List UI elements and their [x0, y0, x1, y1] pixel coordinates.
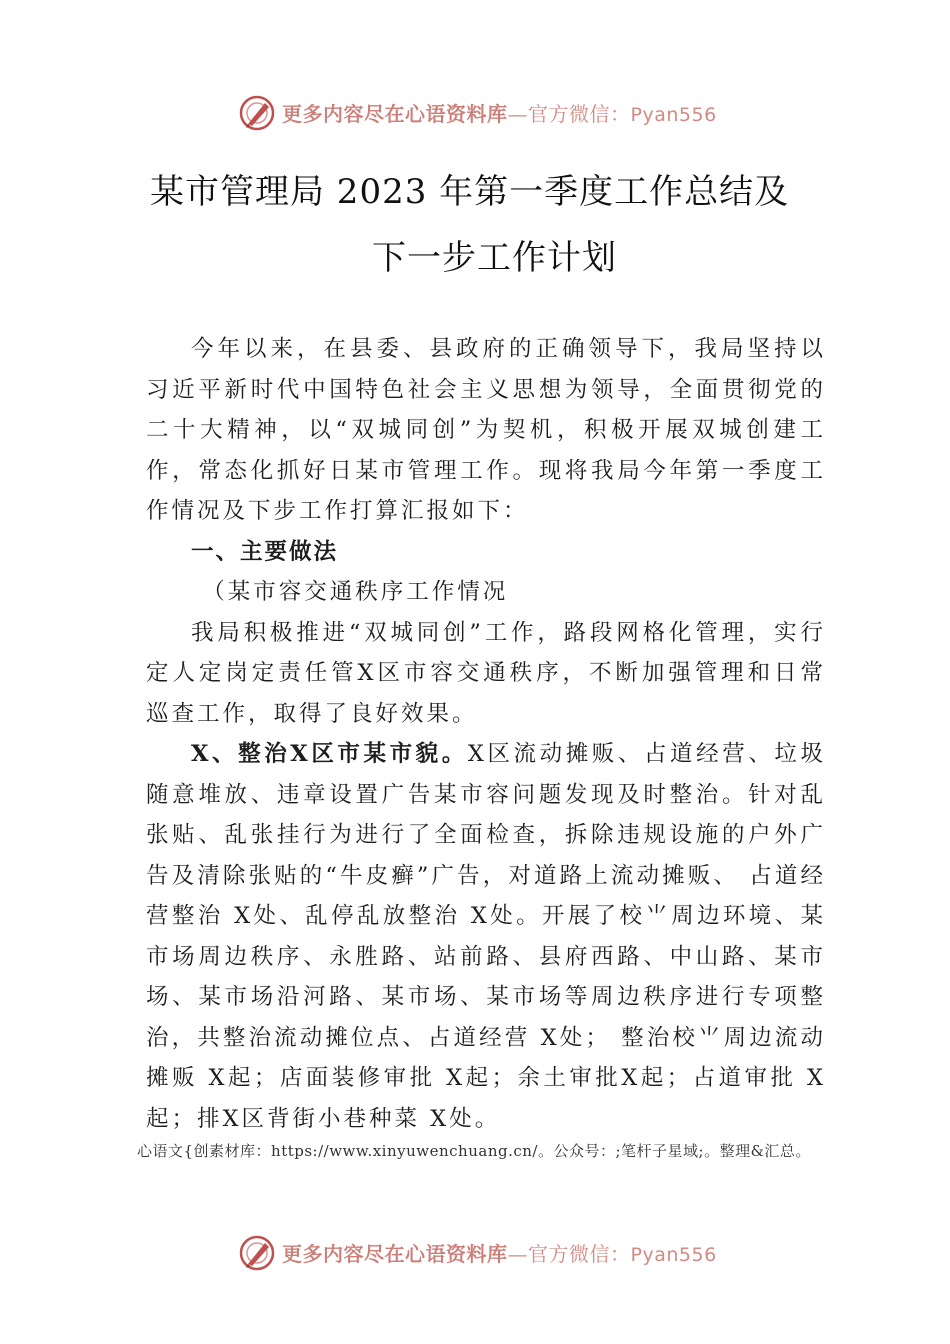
header-banner: [0, 92, 950, 136]
banner-text: 更多内容尽在心语资料库—官方微信：Pyan556: [282, 102, 717, 126]
pen-nib-logo-icon: [238, 94, 276, 132]
paragraph-rectification-text: X区流动摊贩、占道经营、垃圾随意堆放、违章设置广告某市容问题发现及时整治。针对乱张贴、乱张挂行为进行了全面检查，拆除违规设施的户外广告及清除张贴的“牛皮癣”广告，对道路上流动摊贩、 占道经营整治 X处、乱停乱放整治 X处。开展了校⺌周边环境、某市场周边秩序、永胜路、站前路、县府西路、中山路、某市场、某市场沿河路、某市场、某市场等周边秩序进行专项整治，共整治流动摊位点、占道经营 X处； 整治校⺌周边流动摊贩 X起；店面装修审批 X起；余土审批X起；占道审批 X起；排X区背街小巷种菜 X处。: [146, 741, 826, 1132]
footer-banner: [0, 1232, 950, 1276]
paragraph-rectification: [146, 734, 826, 1139]
pen-nib-logo-icon: [238, 1234, 276, 1272]
paragraph-lead: X、整治X区市某市貌。: [191, 741, 468, 767]
paragraph-traffic-order: 我局积极推进“双城同创”工作，路段网格化管理，实行定人定岗定责任管X区市容交通秩序，不断加强管理和日常巡查工作，取得了良好效果。: [146, 619, 826, 727]
banner-text: 更多内容尽在心语资料库—官方微信：Pyan556: [282, 1242, 717, 1266]
document-body: [146, 329, 826, 1139]
document-title-line2: 下一步工作计划: [372, 238, 617, 278]
section-heading: 一、主要做法: [191, 538, 339, 565]
document-title-line1: 某市管理局 2023 年第一季度工作总结及: [150, 172, 790, 212]
intro-paragraph: 今年以来，在县委、县政府的正确领导下，我局坚持以习近平新时代中国特色社会主义思想为领导，全面贯彻党的二十大精神，以“双城同创”为契机，积极开展双城创建工作，常态化抓好日某市管理工作。现将我局今年第一季度工作情况及下步工作打算汇报如下：: [146, 336, 826, 524]
source-footnote: 心语文{创素材库：https://www.xinyuwenchuang.cn/。公众号：;笔杆子星域;。整理&汇总。: [137, 1142, 811, 1160]
subsection-heading: （某市容交通秩序工作情况: [202, 579, 509, 605]
